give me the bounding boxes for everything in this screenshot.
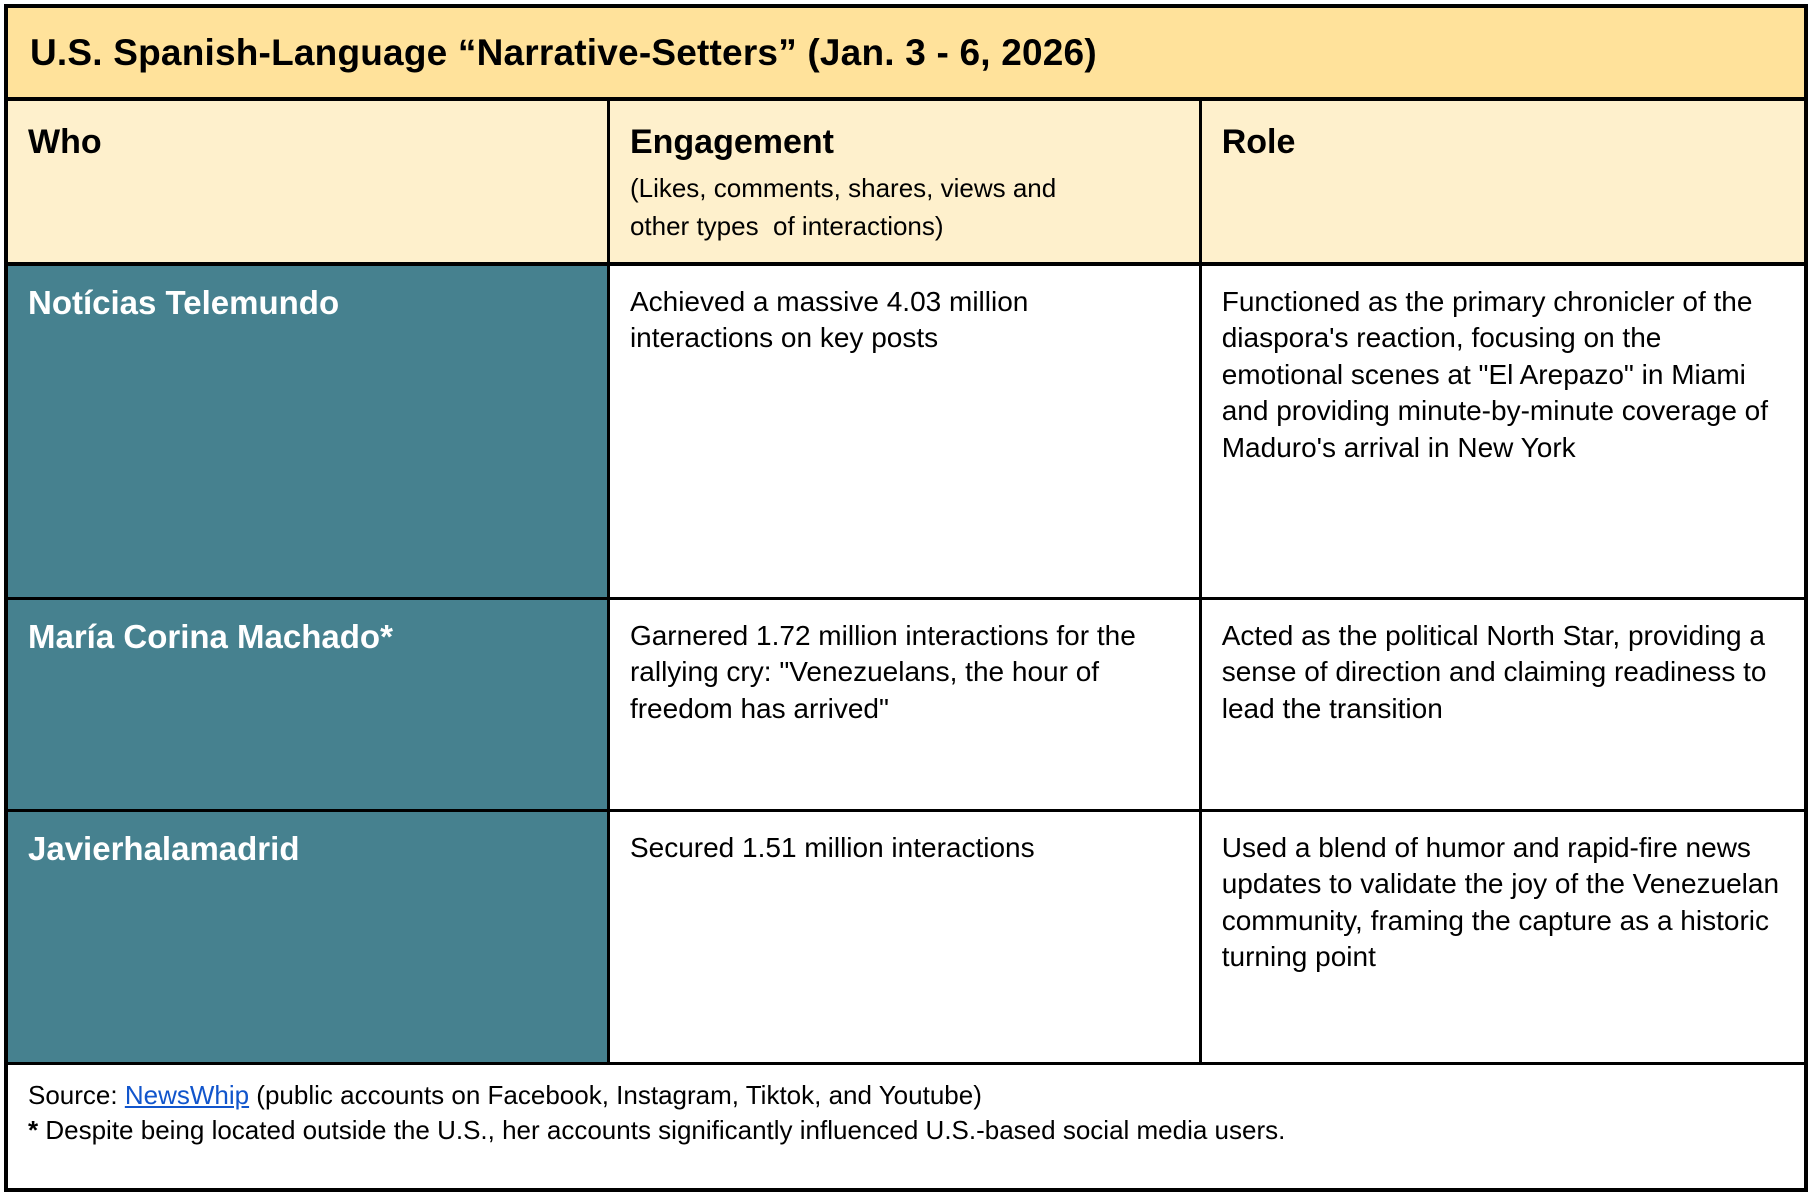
- table-footer: [8, 1065, 1804, 1188]
- header-row: [8, 101, 1804, 266]
- footnote-text: Despite being located outside the U.S., her accounts significantly influenced U.S.-based social media users.: [38, 1114, 1286, 1145]
- page-title: U.S. Spanish-Language “Narrative-Setters” (Jan. 3 - 6, 2026): [30, 31, 1097, 73]
- header-cell-role: [1199, 101, 1804, 262]
- table-title-bar: [8, 8, 1804, 101]
- row-role-noticias-telemundo: Functioned as the primary chronicler of the diaspora's reaction, focusing on the emotional scenes at "El Arepazo" in Miami and providing minute-by-minute coverage of Maduro's arrival in New York: [1199, 266, 1804, 597]
- row-engagement-noticias-telemundo: Achieved a massive 4.03 million interactions on key posts: [607, 266, 1199, 597]
- table-row: [8, 812, 1804, 1065]
- footnote-line: [28, 1114, 1784, 1147]
- source-platforms: (public accounts on Facebook, Instagram, Tiktok, and Youtube): [249, 1080, 982, 1110]
- column-header-engagement: Engagement: [629, 123, 834, 161]
- row-engagement-maria-corina-machado: Garnered 1.72 million interactions for the rallying cry: "Venezuelans, the hour of freedom has arrived": [607, 600, 1199, 809]
- column-header-role: Role: [1221, 123, 1296, 161]
- header-cell-who: [8, 101, 607, 262]
- column-header-engagement-note: (Likes, comments, shares, views and other types of interactions): [629, 173, 1064, 241]
- row-who-noticias-telemundo: Notícias Telemundo: [8, 266, 607, 597]
- narrative-setters-table: [4, 4, 1808, 1192]
- row-engagement-javierhalamadrid: Secured 1.51 million interactions: [607, 812, 1199, 1062]
- source-line: [28, 1079, 1784, 1112]
- source-label: Source:: [28, 1080, 125, 1110]
- row-who-javierhalamadrid: Javierhalamadrid: [8, 812, 607, 1062]
- newswhip-link[interactable]: NewsWhip: [124, 1080, 250, 1110]
- footnote-asterisk: *: [28, 1114, 39, 1145]
- row-role-javierhalamadrid: Used a blend of humor and rapid-fire news updates to validate the joy of the Venezuelan community, framing the capture as a historic turning point: [1199, 812, 1804, 1062]
- table-row: [8, 266, 1804, 600]
- column-header-who: Who: [28, 123, 102, 161]
- row-who-maria-corina-machado: María Corina Machado*: [8, 600, 607, 809]
- header-cell-engagement: [607, 101, 1199, 262]
- table-row: [8, 600, 1804, 812]
- row-role-maria-corina-machado: Acted as the political North Star, providing a sense of direction and claiming readiness to lead the transition: [1199, 600, 1804, 809]
